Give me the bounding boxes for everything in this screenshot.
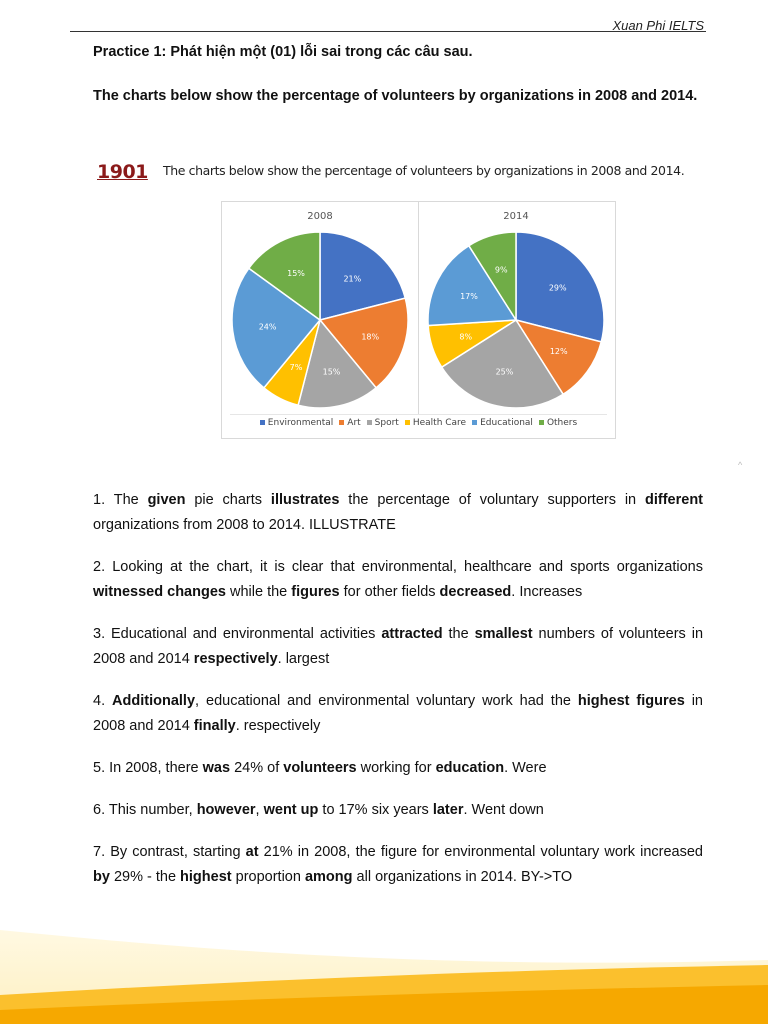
legend-item	[339, 418, 360, 428]
item-text: 29% - the	[109, 869, 181, 885]
legend-swatch	[539, 420, 544, 425]
bold-phrase: witnessed changes	[93, 584, 226, 600]
item-text: 5. In 2008, there	[93, 760, 203, 776]
task-description: The charts below show the percentage of volunteers by organizations in 2008 and 2014.	[163, 163, 685, 178]
legend-item	[472, 418, 533, 428]
task-number: 1901	[97, 161, 148, 183]
decorative-swoosh	[0, 900, 768, 1024]
bold-phrase: highest	[180, 869, 232, 885]
slice-label: 24%	[258, 322, 277, 332]
legend-item	[539, 418, 577, 428]
bold-phrase: respectively	[193, 651, 278, 667]
bold-phrase: by	[93, 869, 110, 885]
bold-phrase: figures	[291, 584, 340, 600]
exercise-item	[93, 622, 703, 672]
legend-label: Educational	[480, 418, 533, 428]
legend-swatch	[260, 420, 265, 425]
item-text: . Went down	[463, 802, 544, 818]
item-text: working for	[356, 760, 436, 776]
item-text: . Increases	[511, 584, 583, 600]
legend-swatch	[405, 420, 410, 425]
header-brand: Xuan Phi IELTS	[612, 18, 704, 33]
bold-phrase: decreased	[439, 584, 512, 600]
slice-label: 29%	[548, 283, 567, 293]
bold-phrase: finally	[193, 718, 236, 734]
item-text: ,	[255, 802, 264, 818]
bold-phrase: among	[304, 869, 353, 885]
bold-phrase: attracted	[381, 626, 443, 642]
legend-swatch	[367, 420, 372, 425]
item-text: the	[442, 626, 475, 642]
pie-title: 2008	[307, 211, 333, 222]
bold-phrase: education	[435, 760, 505, 776]
slice-label: 8%	[459, 332, 473, 342]
exercise-item	[93, 689, 703, 739]
exercise-item	[93, 756, 703, 781]
bold-phrase: smallest	[474, 626, 533, 642]
item-text: proportion	[231, 869, 305, 885]
legend-label: Health Care	[412, 418, 467, 428]
legend-item	[367, 418, 399, 428]
item-text: 6. This number,	[93, 802, 197, 818]
bold-phrase: volunteers	[283, 760, 357, 776]
exercise-item	[93, 555, 703, 605]
item-text: 3. Educational and environmental activities	[93, 626, 382, 642]
bold-phrase: highest figures	[577, 693, 685, 709]
bold-phrase: went up	[263, 802, 319, 818]
slice-label: 15%	[287, 268, 305, 278]
exercise-item	[93, 798, 703, 823]
slice-label: 25%	[495, 367, 514, 377]
header-rule	[70, 31, 706, 32]
slice-label: 9%	[494, 265, 508, 275]
exercise-items	[93, 488, 703, 907]
bold-phrase: Additionally	[112, 693, 196, 709]
item-text: to 17% six years	[318, 802, 433, 818]
pie-title: 2014	[503, 211, 529, 222]
item-text: in 2008 and 2014	[93, 693, 704, 734]
legend-swatch	[339, 420, 344, 425]
item-text: numbers of volunteers in 2008 and 2014	[93, 626, 704, 667]
bold-phrase: however	[196, 802, 256, 818]
bold-phrase: different	[645, 492, 703, 508]
legend-label: Others	[546, 418, 578, 428]
practice-title: Practice 1: Phát hiện một (01) lỗi sai trong các câu sau.	[93, 44, 473, 60]
slice-label: 15%	[322, 367, 341, 377]
item-text: 2. Looking at the chart, it is clear that environmental, healthcare and sports organizations	[93, 559, 703, 575]
slice-label: 17%	[460, 292, 478, 302]
item-text: 7. By contrast, starting	[93, 844, 246, 860]
legend-item	[260, 418, 333, 428]
bold-phrase: given	[147, 492, 186, 508]
exercise-item	[93, 840, 703, 890]
bold-phrase: illustrates	[270, 492, 340, 508]
legend-divider	[230, 414, 607, 415]
item-text: . Were	[504, 760, 547, 776]
bold-phrase: later	[432, 802, 464, 818]
bold-phrase: was	[202, 760, 231, 776]
exercise-item	[93, 488, 703, 538]
pie-charts-figure	[221, 201, 616, 439]
slice-label: 7%	[289, 363, 303, 373]
bold-phrase: at	[245, 844, 259, 860]
caret-icon: ^	[738, 460, 743, 470]
legend-item	[405, 418, 466, 428]
intro-text: The charts below show the percentage of volunteers by organizations in 2008 and 2014.	[93, 88, 698, 104]
item-text: 24% of	[230, 760, 284, 776]
item-text: 21% in 2008, the figure for environmental voluntary work increased	[258, 844, 703, 860]
item-text: organizations from 2008 to 2014. ILLUSTRATE	[93, 517, 396, 533]
item-text: pie charts	[185, 492, 271, 508]
item-text: while the	[225, 584, 292, 600]
item-text: all organizations in 2014. BY->TO	[352, 869, 573, 885]
slice-label: 21%	[343, 274, 362, 284]
slice-label: 18%	[361, 332, 380, 342]
item-text: the percentage of voluntary supporters in	[339, 492, 645, 508]
item-text: . largest	[277, 651, 330, 667]
item-text: , educational and environmental voluntary work had the	[195, 693, 578, 709]
chart-legend	[222, 418, 615, 428]
legend-label: Art	[347, 418, 361, 428]
item-text: 4.	[93, 693, 113, 709]
item-text: . respectively	[235, 718, 321, 734]
legend-label: Sport	[374, 418, 399, 428]
slice-label: 12%	[549, 347, 568, 357]
legend-swatch	[472, 420, 477, 425]
pie-charts-svg	[222, 202, 615, 414]
legend-label: Environmental	[267, 418, 334, 428]
item-text: 1. The	[93, 492, 148, 508]
item-text: for other fields	[339, 584, 440, 600]
